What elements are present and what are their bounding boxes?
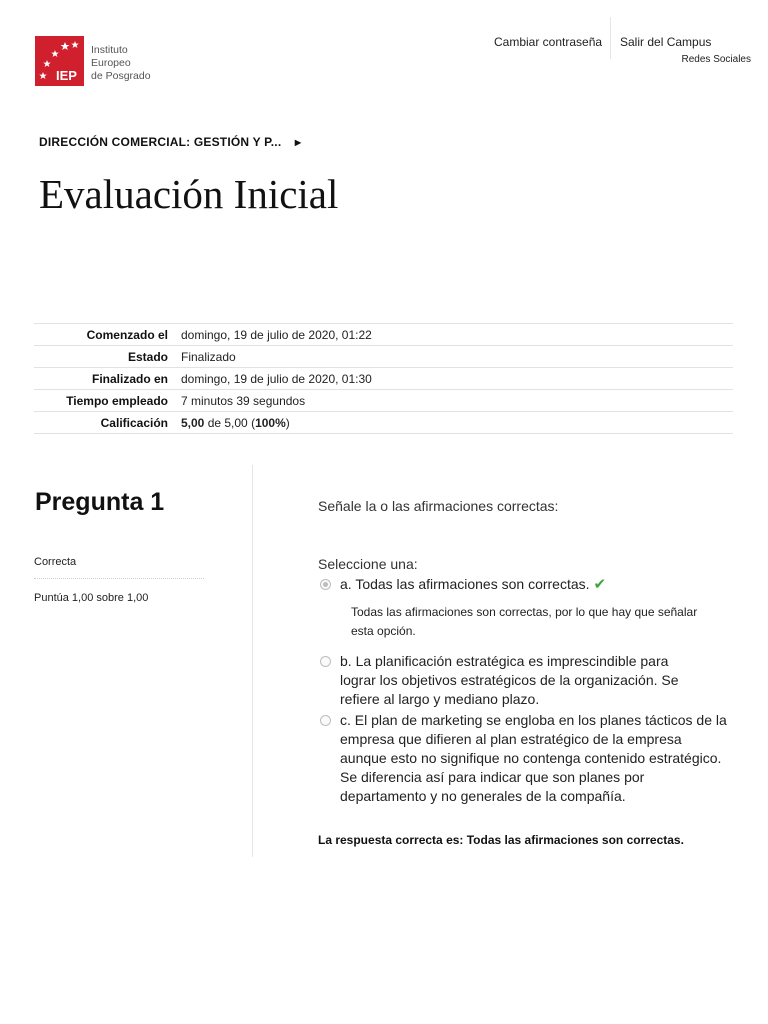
option-a-label: a. Todas las afirmaciones son correctas. [340, 576, 590, 592]
summary-label: Finalizado en [91, 371, 168, 386]
logo-line-1: Instituto [91, 44, 128, 56]
change-password-link[interactable]: Cambiar contraseña [494, 35, 603, 49]
iep-logo[interactable] [35, 36, 160, 88]
summary-value: domingo, 19 de julio de 2020, 01:30 [181, 371, 372, 386]
option-c-label: c. El plan de marketing se engloba en los planes tácticos de la empresa que difieren al plan estratégico de la empresa aunque esto no signifique no contenga contenido estratégico. Se diferencia así para indicar que son planes por departamento y no generales de la compañía. [340, 712, 727, 804]
logo-text [91, 44, 151, 83]
summary-label: Estado [127, 349, 168, 364]
summary-label: Tiempo empleado [66, 393, 168, 408]
radio-button[interactable] [320, 715, 331, 726]
grade-percent: 100% [255, 415, 286, 430]
summary-row-grade [34, 412, 733, 434]
radio-button-selected[interactable] [320, 579, 331, 590]
radio-button[interactable] [320, 656, 331, 667]
grade-of: de 5,00 ( [204, 415, 256, 430]
summary-value: Finalizado [181, 349, 236, 364]
grade-score: 5,00 [181, 415, 205, 430]
option-label-wrap [340, 575, 606, 594]
question-status: Correcta [34, 556, 77, 568]
breadcrumb-course[interactable]: DIRECCIÓN COMERCIAL: GESTIÓN Y P... [39, 135, 282, 149]
grade-value [181, 412, 733, 434]
summary-label: Comenzado el [86, 327, 168, 342]
logo-mark [35, 36, 84, 86]
social-links[interactable]: Redes Sociales [681, 54, 751, 65]
question-score: Puntúa 1,00 sobre 1,00 [34, 592, 149, 604]
attempt-summary-table [34, 323, 733, 434]
correct-answer-text: La respuesta correcta es: Todas las afirmaciones son correctas. [318, 833, 684, 847]
header-divider [610, 17, 611, 59]
exit-campus-link[interactable]: Salir del Campus [620, 35, 712, 49]
status-divider [34, 578, 204, 579]
option-b-label: b. La planificación estratégica es imprescindible para lograr los objetivos estratégicos de la organización. Se refiere al largo y mediano plazo. [340, 653, 679, 707]
grade-label: Calificación [100, 415, 168, 430]
logo-line-3: de Posgrado [91, 70, 151, 82]
breadcrumb[interactable] [39, 135, 301, 149]
summary-value: 7 minutos 39 segundos [181, 393, 306, 408]
answer-feedback: Todas las afirmaciones son correctas, por lo que hay que señalar esta opción. [351, 605, 698, 638]
summary-row [34, 390, 733, 412]
question-prompt: Seleccione una: [318, 556, 418, 572]
summary-row [34, 368, 733, 390]
summary-row [34, 346, 733, 368]
question-title: Pregunta 1 [35, 488, 165, 516]
grade-close: ) [285, 415, 290, 430]
summary-row [34, 324, 733, 346]
page-title: Evaluación Inicial [39, 171, 339, 217]
column-divider [252, 465, 253, 857]
check-icon: ✔ [593, 576, 607, 593]
logo-line-2: Europeo [91, 57, 131, 69]
question-text: Señale la o las afirmaciones correctas: [318, 498, 559, 514]
logo-abbr: IEP [56, 68, 77, 83]
caret-right-icon: ▶ [294, 138, 302, 147]
summary-value: domingo, 19 de julio de 2020, 01:22 [181, 327, 372, 342]
